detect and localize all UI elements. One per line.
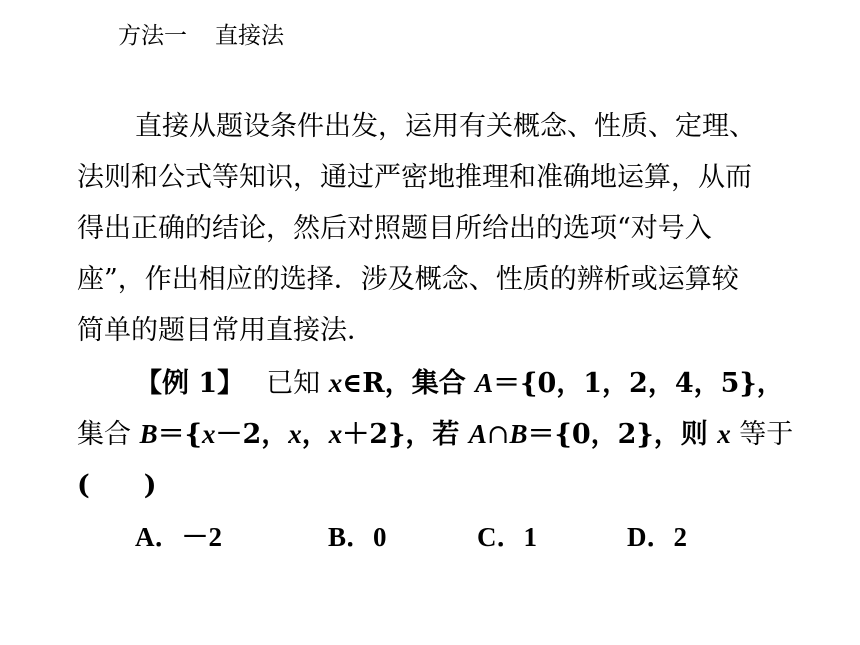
variable-x: x [201,419,216,449]
example-text: ＝{ [157,419,202,450]
intersection-symbol: ∩ [486,419,510,450]
example-text: ＝{0，2}，则 [527,419,718,450]
option-a: A．－2 [135,522,222,552]
heading-method-name: 直接法 [215,23,284,49]
intro-line: 得出正确的结论，然后对照题目所给出的选项“对号入 [77,213,712,244]
intro-line: 法则和公式等知识，通过严密地推理和准确地运算，从而 [77,162,752,193]
variable-x: x [328,419,343,449]
example-text: ＋2}，若 [342,419,469,450]
heading-method-label: 方法一 [118,23,187,49]
example-text: 等于 [730,419,794,450]
variable-x: x [717,419,731,449]
example-line-1 [77,358,783,409]
example-text: －2， [215,419,289,450]
answer-blank: ( ) [77,470,157,501]
example-text: 已知 [266,368,329,399]
intro-line: 简单的题目常用直接法． [77,315,374,346]
option-b: B．0 [328,522,387,552]
variable-B: B [509,419,528,449]
variable-A: A [468,419,487,449]
intro-line: 座”，作出相应的选择．涉及概念、性质的辨析或运算较 [77,264,739,295]
variable-A: A [475,368,494,398]
variable-x: x [328,368,343,398]
section-heading [118,20,284,52]
variable-x: x [288,419,302,449]
option-d: D．2 [627,522,687,552]
intro-line: 直接从题设条件出发，运用有关概念、性质、定理、 [135,111,756,142]
example-text: ， [301,419,329,450]
set-A-value: ＝{0，1，2，4，5}， [493,368,784,399]
option-c: C．1 [477,522,537,552]
example-problem [77,358,794,511]
intro-paragraph [77,101,783,356]
example-line-2 [77,409,794,460]
example-text: ∈R，集合 [342,368,476,399]
example-text: 集合 [77,419,140,450]
example-tag: 【例 1】 [135,368,245,399]
variable-B: B [139,419,158,449]
